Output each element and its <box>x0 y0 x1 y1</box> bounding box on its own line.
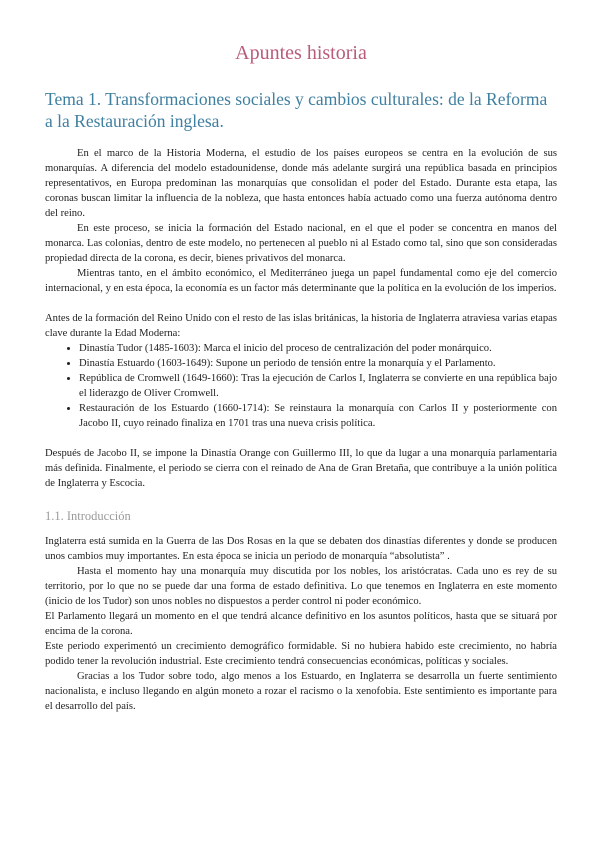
section-heading: 1.1. Introducción <box>45 509 131 523</box>
paragraph: Hasta el momento hay una monarquía muy discutida por los nobles, los aristócratas. Cada uno es rey de su territorio, por lo que no se puede dar una forma de estado definitiva. Lo que tenemos en Inglaterra en este momento (inicio de los Tudor) son unos nobles no dispuestos a perder control ni poder económico. <box>45 566 557 607</box>
paragraph: En este proceso, se inicia la formación del Estado nacional, en el que el poder se concentra en manos del monarca. Las colonias, dentro de este modelo, no pertenecen al pueblo ni al Estado como tal, sino que son consideradas propiedad directa de la corona, es decir, bienes privativos del monarca. <box>45 223 557 264</box>
chapter-heading: Tema 1. Transformaciones sociales y cambios culturales: de la Reforma a la Restauración inglesa. <box>45 89 548 131</box>
paragraph: El Parlamento llegará un momento en el que tendrá alcance definitivo en los asuntos políticos, hasta que se situará por encima de la corona. <box>45 611 557 637</box>
list-item: • Dinastía Estuardo (1603-1649): Supone un periodo de tensión entre la monarquía y el Parlamento. <box>79 356 557 371</box>
dynasty-list <box>45 341 557 431</box>
paragraph: Mientras tanto, en el ámbito económico, el Mediterráneo juega un papel fundamental como eje del comercio internacional, y en esta época, la economía es un factor más determinante que la política en la evolución de los imperios. <box>45 268 557 294</box>
list-item: • República de Cromwell (1649-1660): Tras la ejecución de Carlos I, Inglaterra se convierte en una república bajo el liderazgo de Oliver Cromwell. <box>79 371 557 401</box>
spacer <box>45 296 557 311</box>
spacer <box>45 431 557 446</box>
paragraph: Después de Jacobo II, se impone la Dinastía Orange con Guillermo III, lo que da lugar a una monarquía parlamentaria más definida. Finalmente, el periodo se cierra con el reinado de Ana de Gran Bretaña, que contribuye a la unión política de Inglaterra y Escocia. <box>45 448 557 489</box>
list-item: • Dinastía Tudor (1485-1603): Marca el inicio del proceso de centralización del poder monárquico. <box>79 341 557 356</box>
paragraph: Este periodo experimentó un crecimiento demográfico formidable. Si no hubiera habido este crecimiento, no habría podido tener la revolución industrial. Este crecimiento tendrá consecuencias económicas, políticas y sociales. <box>45 641 557 667</box>
paragraph: Gracias a los Tudor sobre todo, algo menos a los Estuardo, en Inglaterra se desarrolla un fuerte sentimiento nacionalista, e incluso llegando en algún moneto a rozar el racismo o la xenofobia. Este sentimiento es importante para el desarrollo del país. <box>45 671 557 712</box>
document-title: Apuntes historia <box>235 42 367 64</box>
list-intro: Antes de la formación del Reino Unido con el resto de las islas británicas, la historia de Inglaterra atraviesa varias etapas clave durante la Edad Moderna: <box>45 313 557 339</box>
paragraph: En el marco de la Historia Moderna, el estudio de los países europeos se centra en la evolución de sus monarquías. A diferencia del modelo estadounidense, donde más adelante surgirá una república basada en principios representativos, en Europa predominan las monarquías que consolidan el poder del Estado. Durante esta etapa, las coronas buscan limitar la influencia de la nobleza, que hasta entonces había actuado como una fuerza autónoma dentro del reino. <box>45 148 557 219</box>
paragraph: Inglaterra está sumida en la Guerra de las Dos Rosas en la que se debaten dos dinastías diferentes y donde se producen unos cambios muy importantes. En esta época se inicia un periodo de monarquía “absolutista” . <box>45 536 557 562</box>
list-item: • Restauración de los Estuardo (1660-1714): Se reinstaura la monarquía con Carlos II y posteriormente con Jacobo II, cuyo reinado finaliza en 1701 tras una nueva crisis política. <box>79 401 557 431</box>
document-page <box>45 0 557 714</box>
